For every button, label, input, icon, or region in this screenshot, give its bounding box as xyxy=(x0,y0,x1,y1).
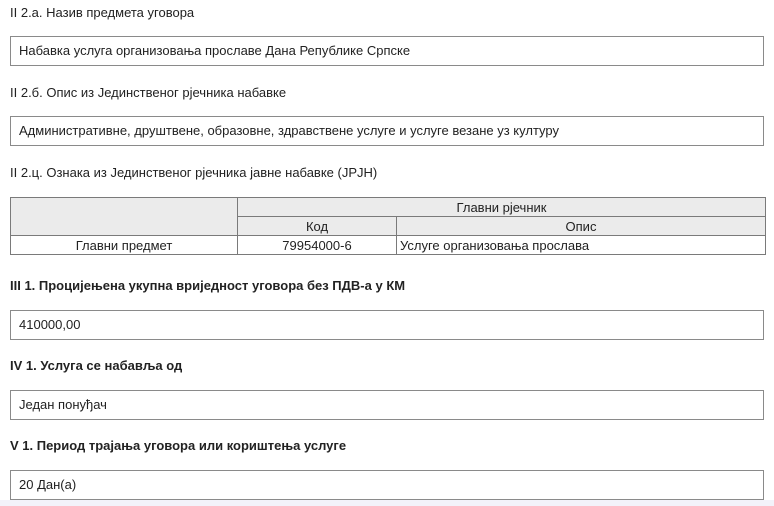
estimated-value-label: III 1. Процијењена укупна вриједност уговора без ПДВ-а у КМ xyxy=(10,278,406,293)
cpv-table-corner xyxy=(11,198,238,236)
cpv-description-header: Опис xyxy=(397,217,766,236)
procured-from-label: IV 1. Услуга се набавља од xyxy=(10,358,183,373)
contract-subject-label: II 2.а. Назив предмета уговора xyxy=(10,5,195,20)
cpv-table xyxy=(10,197,766,255)
cpv-row-label: Главни предмет xyxy=(11,236,238,255)
dictionary-description-field: Административне, друштвене, образовне, здравствене услуге и услуге везане уз културу xyxy=(10,116,764,146)
cpv-code-header: Код xyxy=(238,217,397,236)
cpv-code-value: 79954000-6 xyxy=(238,236,397,255)
contract-duration-field: 20 Дан(а) xyxy=(10,470,764,500)
procured-from-field: Један понуђач xyxy=(10,390,764,420)
estimated-value-field: 410000,00 xyxy=(10,310,764,340)
page-bottom-strip xyxy=(0,500,774,506)
cpv-group-header: Главни рјечник xyxy=(238,198,766,217)
cpv-description-value: Услуге организовања прослава xyxy=(397,236,766,255)
contract-duration-label: V 1. Период трајања уговора или кориштења услуге xyxy=(10,438,347,453)
contract-subject-field: Набавка услуга организовања прославе Дана Републике Српске xyxy=(10,36,764,66)
dictionary-description-label: II 2.б. Опис из Јединственог рјечника набавке xyxy=(10,85,287,100)
cpv-code-label: II 2.ц. Ознака из Јединственог рјечника јавне набавке (ЈРЈН) xyxy=(10,165,378,180)
table-row xyxy=(11,236,766,255)
